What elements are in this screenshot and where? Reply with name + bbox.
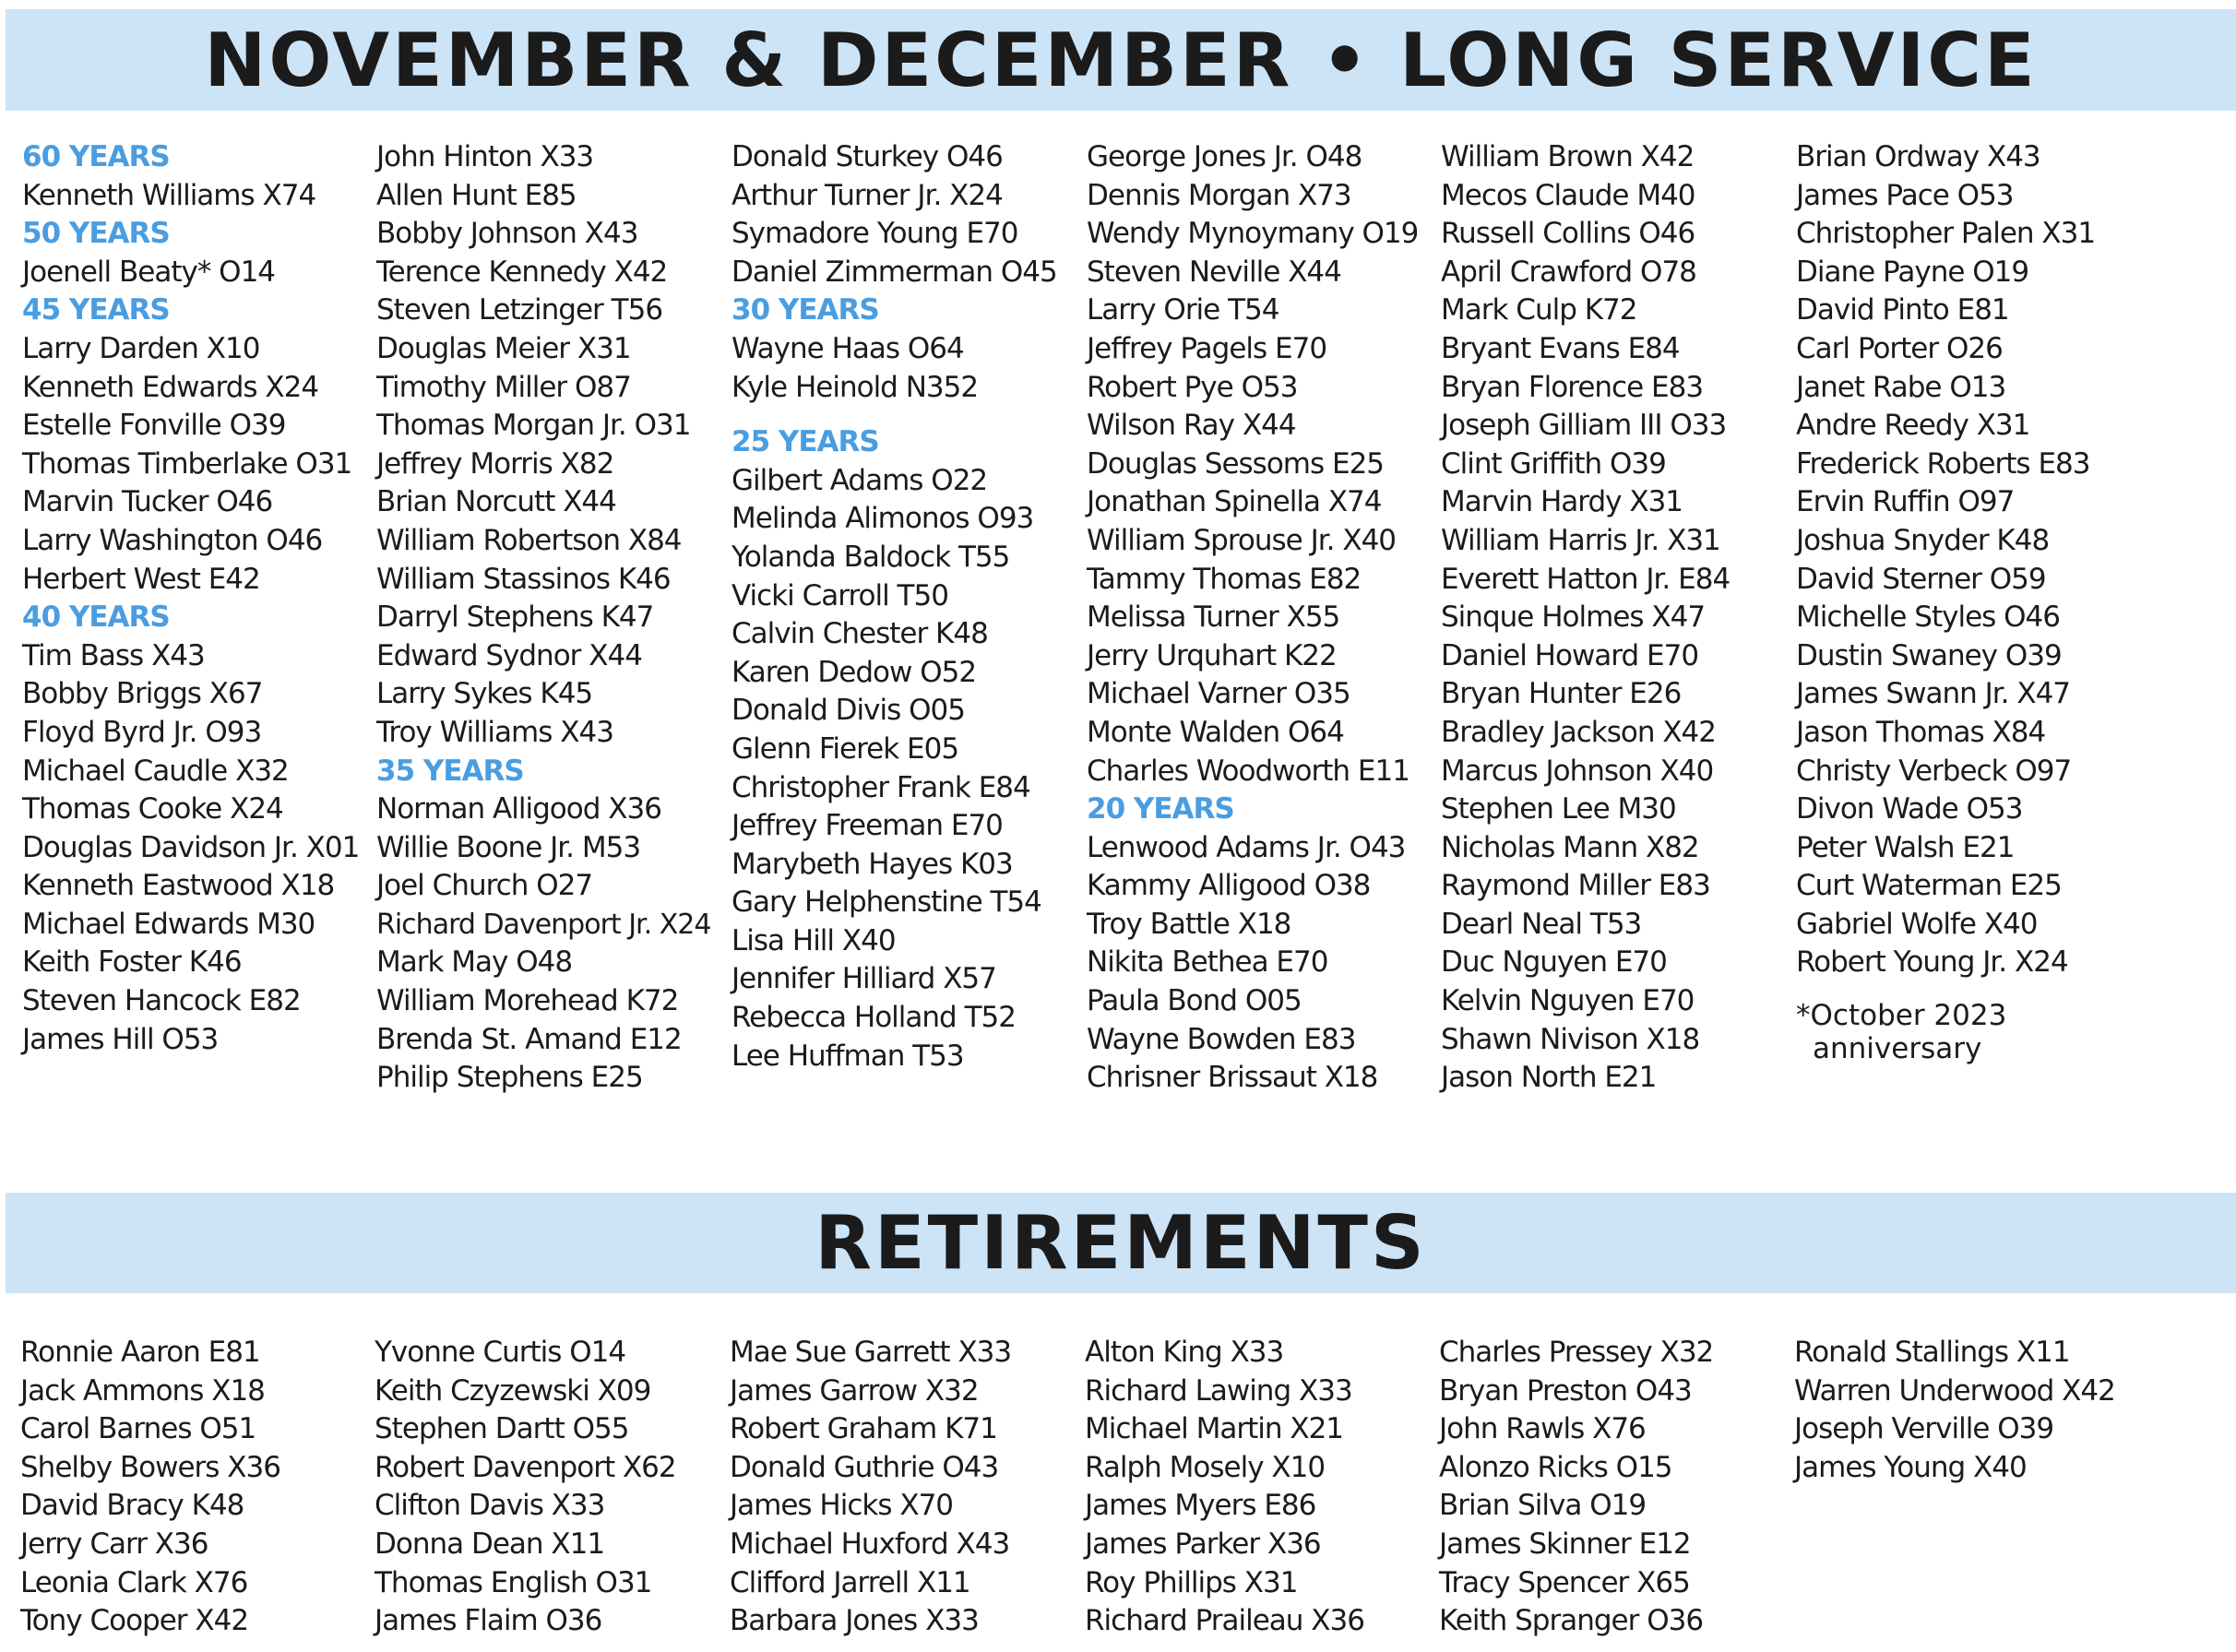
retirements-column [1085,1334,1431,1641]
retiree-name: Charles Pressey X32 [1439,1336,1714,1369]
retiree-name: Thomas English O31 [375,1565,652,1599]
employee-name: William Robertson X84 [376,523,682,557]
employee-name: Gilbert Adams O22 [731,463,988,497]
employee-name: Floyd Byrd Jr. O93 [22,715,262,749]
years-heading: 60 YEARS [22,140,170,173]
employee-name: Jonathan Spinella X74 [1087,485,1382,519]
retiree-name: Barbara Jones X33 [730,1604,979,1638]
employee-name: James Pace O53 [1796,178,2014,212]
employee-name: Duc Nguyen E70 [1441,945,1667,980]
employee-name: Monte Walden O64 [1087,715,1344,749]
footnote [1796,999,2142,1065]
retirements-banner [6,1193,2236,1293]
employee-name: Troy Williams X43 [376,715,613,749]
employee-name: Norman Alligood X36 [376,792,661,826]
employee-name: Dennis Morgan X73 [1087,178,1351,212]
employee-name: Terence Kennedy X42 [376,255,668,289]
employee-name: Brian Norcutt X44 [376,485,616,519]
employee-name: Robert Pye O53 [1087,370,1298,404]
employee-name: William Morehead K72 [376,984,679,1018]
employee-name: Jennifer Hilliard X57 [731,962,996,996]
employee-name: Thomas Morgan Jr. O31 [376,409,691,443]
long-service-column [1796,138,2142,1065]
years-heading: 45 YEARS [22,293,170,327]
employee-name: Joenell Beaty* O14 [22,255,276,289]
employee-name: Daniel Howard E70 [1441,638,1699,672]
retiree-name: Carol Barnes O51 [20,1412,256,1446]
employee-name: Herbert West E42 [22,562,260,596]
retiree-name: Yvonne Curtis O14 [375,1336,626,1369]
employee-name: Carl Porter O26 [1796,331,2003,365]
retiree-name: John Rawls X76 [1439,1412,1646,1446]
retirements-column [1439,1334,1785,1641]
employee-name: Larry Darden X10 [22,331,260,365]
employee-name: Michelle Styles O46 [1796,600,2060,635]
employee-name: Marybeth Hayes K03 [731,847,1013,881]
employee-name: Diane Payne O19 [1796,255,2029,289]
employee-name: Richard Davenport Jr. X24 [376,908,711,941]
retiree-name: Tracy Spencer X65 [1439,1565,1690,1599]
employee-name: Bradley Jackson X42 [1441,715,1717,749]
employee-name: Wilson Ray X44 [1087,409,1296,443]
long-service-column [731,138,1077,1076]
employee-name: Steven Letzinger T56 [376,293,663,327]
employee-name: Lee Huffman T53 [731,1039,964,1073]
employee-name: Lenwood Adams Jr. O43 [1087,830,1406,864]
long-service-banner [6,9,2236,111]
retiree-name: Leonia Clark X76 [20,1565,248,1599]
footnote-line: anniversary [1813,1032,1982,1066]
employee-name: Bryant Evans E84 [1441,331,1680,365]
employee-name: Everett Hatton Jr. E84 [1441,562,1731,596]
employee-name: Kyle Heinold N352 [731,370,979,404]
employee-name: Karen Dedow O52 [731,655,977,689]
retiree-name: Roy Phillips X31 [1085,1565,1298,1599]
employee-name: Mark May O48 [376,945,573,980]
employee-name: William Sprouse Jr. X40 [1087,523,1397,557]
employee-name: Allen Hunt E85 [376,178,577,212]
employee-name: Divon Wade O53 [1796,792,2023,826]
employee-name: Chrisner Brissaut X18 [1087,1061,1378,1095]
retiree-name: Alton King X33 [1085,1336,1284,1369]
employee-name: Kenneth Eastwood X18 [22,869,335,903]
retiree-name: Donald Guthrie O43 [730,1450,999,1484]
employee-name: Rebecca Holland T52 [731,1001,1016,1035]
employee-name: Thomas Timberlake O31 [22,446,352,481]
employee-name: Wayne Haas O64 [731,331,964,365]
employee-name: Sinque Holmes X47 [1441,600,1706,635]
employee-name: Larry Sykes K45 [376,677,593,711]
employee-name: Clint Griffith O39 [1441,446,1666,481]
retiree-name: Tony Cooper X42 [20,1604,249,1638]
employee-name: Calvin Chester K48 [731,617,988,651]
retiree-name: James Parker X36 [1085,1527,1321,1561]
employee-name: Robert Young Jr. X24 [1796,945,2068,980]
spacer [731,407,1077,423]
employee-name: Troy Battle X18 [1087,907,1291,941]
retirements-column [730,1334,1076,1641]
employee-name: Marcus Johnson X40 [1441,754,1714,788]
employee-name: Stephen Lee M30 [1441,792,1676,826]
years-heading: 20 YEARS [1087,792,1234,826]
retiree-name: Richard Praileau X36 [1085,1604,1364,1638]
employee-name: Paula Bond O05 [1087,984,1302,1018]
retiree-name: Clifford Jarrell X11 [730,1565,970,1599]
employee-name: Bryan Hunter E26 [1441,677,1682,711]
employee-name: Timothy Miller O87 [376,370,631,404]
retiree-name: Mae Sue Garrett X33 [730,1336,1012,1369]
employee-name: James Hill O53 [22,1022,219,1056]
retiree-name: Michael Martin X21 [1085,1412,1344,1446]
employee-name: Jason North E21 [1441,1061,1657,1095]
retiree-name: James Flaim O36 [375,1604,602,1638]
years-heading: 50 YEARS [22,217,170,251]
employee-name: Gabriel Wolfe X40 [1796,907,2038,941]
employee-name: Vicki Carroll T50 [731,578,948,612]
retirements-title: RETIREMENTS [815,1200,1427,1286]
employee-name: Christopher Palen X31 [1796,217,2096,251]
employee-name: Dearl Neal T53 [1441,907,1642,941]
retiree-name: Warren Underwood X42 [1794,1373,2115,1408]
employee-name: Nikita Bethea E70 [1087,945,1328,980]
employee-name: Joel Church O27 [376,869,593,903]
footnote-line: *October 2023 [1796,999,2007,1033]
retiree-name: Stephen Dartt O55 [375,1412,629,1446]
retiree-name: Jack Ammons X18 [20,1373,265,1408]
employee-name: Jason Thomas X84 [1796,715,2046,749]
employee-name: Keith Foster K46 [22,945,242,980]
employee-name: Jeffrey Pagels E70 [1087,331,1327,365]
employee-name: Steven Hancock E82 [22,984,301,1018]
employee-name: Nicholas Mann X82 [1441,830,1699,864]
employee-name: Curt Waterman E25 [1796,869,2062,903]
employee-name: Edward Sydnor X44 [376,638,642,672]
employee-name: Estelle Fonville O39 [22,409,286,443]
retiree-name: Donna Dean X11 [375,1527,605,1561]
employee-name: Tim Bass X43 [22,638,205,672]
employee-name: Jerry Urquhart K22 [1087,638,1337,672]
employee-name: Charles Woodworth E11 [1087,754,1409,788]
employee-name: Janet Rabe O13 [1796,370,2006,404]
retiree-name: Ralph Mosely X10 [1085,1450,1326,1484]
retiree-name: Richard Lawing X33 [1085,1373,1352,1408]
employee-name: David Sterner O59 [1796,562,2046,596]
years-heading: 25 YEARS [731,425,879,459]
retiree-name: Michael Huxford X43 [730,1527,1010,1561]
employee-name: Joseph Gilliam III O33 [1441,409,1727,443]
employee-name: Wendy Mynoymany O19 [1087,217,1419,251]
retiree-name: Alonzo Ricks O15 [1439,1450,1672,1484]
retiree-name: Brian Silva O19 [1439,1489,1647,1523]
employee-name: Brian Ordway X43 [1796,140,2040,173]
employee-name: Gary Helphenstine T54 [731,885,1041,920]
retirements-column [375,1334,720,1641]
spacer [1796,982,2142,999]
employee-name: Tammy Thomas E82 [1087,562,1362,596]
retiree-name: James Hicks X70 [730,1489,954,1523]
employee-name: Arthur Turner Jr. X24 [731,178,1003,212]
long-service-column [22,138,368,1059]
years-heading: 30 YEARS [731,293,879,327]
employee-name: Yolanda Baldock T55 [731,540,1010,574]
employee-name: Darryl Stephens K47 [376,600,654,635]
employee-name: Symadore Young E70 [731,217,1018,251]
employee-name: Steven Neville X44 [1087,255,1341,289]
employee-name: Kelvin Nguyen E70 [1441,984,1695,1018]
employee-name: Michael Varner O35 [1087,677,1350,711]
employee-name: Shawn Nivison X18 [1441,1022,1700,1056]
years-heading: 40 YEARS [22,600,170,635]
retiree-name: Ronnie Aaron E81 [20,1336,260,1369]
retiree-name: Robert Graham K71 [730,1412,997,1446]
retiree-name: Shelby Bowers X36 [20,1450,280,1484]
employee-name: Donald Sturkey O46 [731,140,1003,173]
employee-name: Daniel Zimmerman O45 [731,255,1057,289]
employee-name: Christopher Frank E84 [731,770,1030,804]
employee-name: Bryan Florence E83 [1441,370,1704,404]
employee-name: Jeffrey Morris X82 [376,446,614,481]
employee-name: Michael Caudle X32 [22,754,289,788]
retiree-name: Bryan Preston O43 [1439,1373,1692,1408]
employee-name: Raymond Miller E83 [1441,869,1710,903]
employee-name: Christy Verbeck O97 [1796,754,2072,788]
long-service-column [376,138,722,1098]
retirements-column [1794,1334,2140,1487]
employee-name: Larry Washington O46 [22,523,323,557]
retiree-name: Clifton Davis X33 [375,1489,605,1523]
employee-name: Philip Stephens E25 [376,1061,643,1095]
employee-name: Peter Walsh E21 [1796,830,2015,864]
employee-name: Thomas Cooke X24 [22,792,283,826]
employee-name: William Brown X42 [1441,140,1695,173]
employee-name: William Harris Jr. X31 [1441,523,1720,557]
employee-name: Frederick Roberts E83 [1796,446,2090,481]
years-heading: 35 YEARS [376,754,524,788]
employee-name: Michael Edwards M30 [22,907,315,941]
retiree-name: James Myers E86 [1085,1489,1316,1523]
employee-name: Douglas Sessoms E25 [1087,446,1385,481]
employee-name: Marvin Hardy X31 [1441,485,1683,519]
employee-name: John Hinton X33 [376,140,594,173]
retiree-name: David Bracy K48 [20,1489,244,1523]
retiree-name: James Garrow X32 [730,1373,979,1408]
employee-name: George Jones Jr. O48 [1087,140,1362,173]
employee-name: Bobby Briggs X67 [22,677,263,711]
employee-name: Brenda St. Amand E12 [376,1022,682,1056]
retiree-name: James Skinner E12 [1439,1527,1691,1561]
employee-name: Melinda Alimonos O93 [731,502,1034,536]
employee-name: Douglas Davidson Jr. X01 [22,830,360,864]
retiree-name: Jerry Carr X36 [20,1527,208,1561]
retiree-name: Robert Davenport X62 [375,1450,676,1484]
employee-name: Kenneth Edwards X24 [22,370,319,404]
employee-name: Lisa Hill X40 [731,923,896,957]
retiree-name: Ronald Stallings X11 [1794,1336,2070,1369]
long-service-column [1441,138,1787,1098]
employee-name: Douglas Meier X31 [376,331,631,365]
employee-name: Joshua Snyder K48 [1796,523,2050,557]
long-service-column [1087,138,1433,1098]
employee-name: Dustin Swaney O39 [1796,638,2062,672]
employee-name: Glenn Fierek E05 [731,731,959,766]
long-service-title: NOVEMBER & DECEMBER • LONG SERVICE [204,17,2038,103]
employee-name: Russell Collins O46 [1441,217,1695,251]
employee-name: Donald Divis O05 [731,694,965,728]
employee-name: Bobby Johnson X43 [376,217,638,251]
retiree-name: James Young X40 [1794,1450,2027,1484]
employee-name: Kenneth Williams X74 [22,178,316,212]
employee-name: Mecos Claude M40 [1441,178,1695,212]
employee-name: Andre Reedy X31 [1796,409,2030,443]
retiree-name: Joseph Verville O39 [1794,1412,2054,1446]
employee-name: Jeffrey Freeman E70 [731,809,1003,843]
employee-name: Kammy Alligood O38 [1087,869,1371,903]
employee-name: Larry Orie T54 [1087,293,1279,327]
retiree-name: Keith Spranger O36 [1439,1604,1704,1638]
retirements-column [20,1334,366,1641]
employee-name: David Pinto E81 [1796,293,2009,327]
employee-name: William Stassinos K46 [376,562,671,596]
employee-name: Willie Boone Jr. M53 [376,830,641,864]
employee-name: Marvin Tucker O46 [22,485,273,519]
employee-name: April Crawford O78 [1441,255,1696,289]
retiree-name: Keith Czyzewski X09 [375,1373,651,1408]
employee-name: Mark Culp K72 [1441,293,1637,327]
employee-name: Ervin Ruffin O97 [1796,485,2015,519]
employee-name: James Swann Jr. X47 [1796,677,2071,711]
employee-name: Melissa Turner X55 [1087,600,1340,635]
employee-name: Wayne Bowden E83 [1087,1022,1356,1056]
